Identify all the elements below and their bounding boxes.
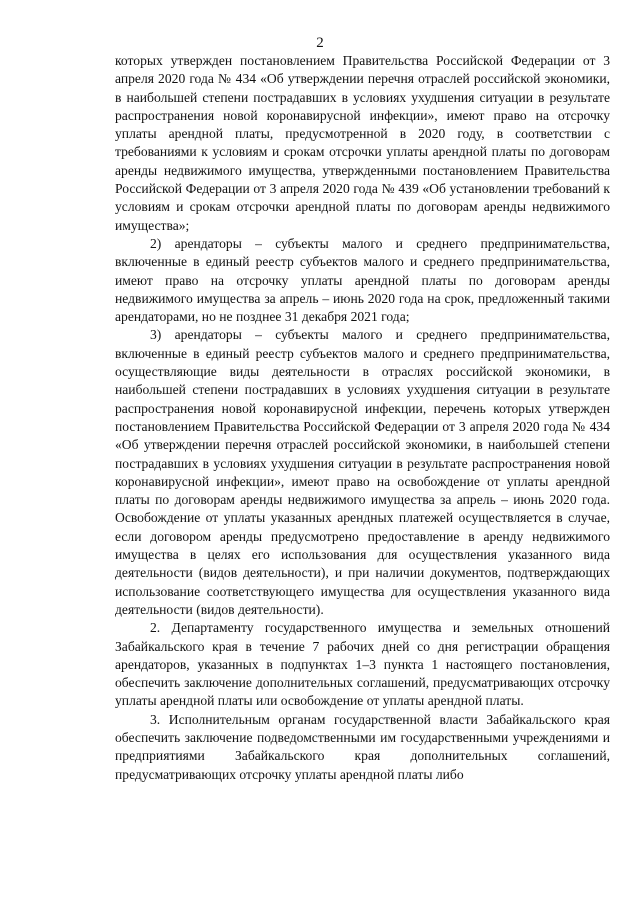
paragraph-item-2: 2. Департаменту государственного имущества и земельных отношений Забайкальского края в течение 7 рабочих дней со дня регистрации обращения арендаторов, указанных в подпунктах 1–3 пункта 1 настоящего постановления, обеспечить заключение дополнительных соглашений, предусматривающих отсрочку уплаты арендной платы или освобождение от уплаты арендной платы. bbox=[115, 620, 610, 709]
paragraph-subitem-3: 3) арендаторы – субъекты малого и среднего предпринимательства, включенные в единый реестр субъектов малого и среднего предпринимательства, осуществляющие виды деятельности в отраслях российской экономики, в наибольшей степени пострадавших в условиях ухудшения ситуации в результате распространения новой коронавирусной инфекции, перечень которых утвержден постановлением Правительства Российской Федерации от 3 апреля 2020 года № 434 «Об утверждении перечня отраслей российской экономики, в наибольшей степени пострадавших в условиях ухудшения ситуации в результате распространения новой коронавирусной инфекции», имеют право на освобождение от уплаты арендной платы по договорам аренды недвижимого имущества за апрель – июнь 2020 года. Освобождение от уплаты указанных арендных платежей осуществляется в случае, если договором аренды предусмотрено предоставление в аренду недвижимого имущества в целях его использования для осуществления указанного вида деятельности (видов деятельности), и при наличии документов, подтверждающих использование соответствующего имущества для осуществления указанного вида деятельности (видов деятельности). bbox=[115, 327, 610, 617]
paragraph-item-3: 3. Исполнительным органам государственной власти Забайкальского края обеспечить заключение подведомственными им государственными учреждениями и предприятиями Забайкальского края дополнительных соглашений, предусматривающих отсрочку уплаты арендной платы либо bbox=[115, 711, 610, 782]
paragraph-continuation: которых утвержден постановлением Правительства Российской Федерации от 3 апреля 2020 года № 434 «Об утверждении перечня отраслей российской экономики, в наибольшей степени пострадавших в условиях ухудшения ситуации в результате распространения новой коронавирусной инфекции», имеют право на отсрочку уплаты арендной платы, предусмотренной в 2020 году, в соответствии с требованиями к условиям и срокам отсрочки уплаты арендной платы по договорам аренды недвижимого имущества, утвержденными постановлением Правительства Российской Федерации от 3 апреля 2020 года № 439 «Об установлении требований к условиям и срокам отсрочки арендной платы по договорам аренды недвижимого имущества»; bbox=[115, 53, 610, 233]
page-number: 2 bbox=[316, 35, 324, 51]
document-body bbox=[115, 52, 610, 784]
paragraph-subitem-2: 2) арендаторы – субъекты малого и среднего предпринимательства, включенные в единый реестр субъектов малого и среднего предпринимательства, имеют право на отсрочку уплаты арендной платы по договорам аренды недвижимого имущества за апрель – июнь 2020 года на срок, предложенный такими арендаторами, но не позднее 31 декабря 2021 года; bbox=[115, 235, 610, 325]
